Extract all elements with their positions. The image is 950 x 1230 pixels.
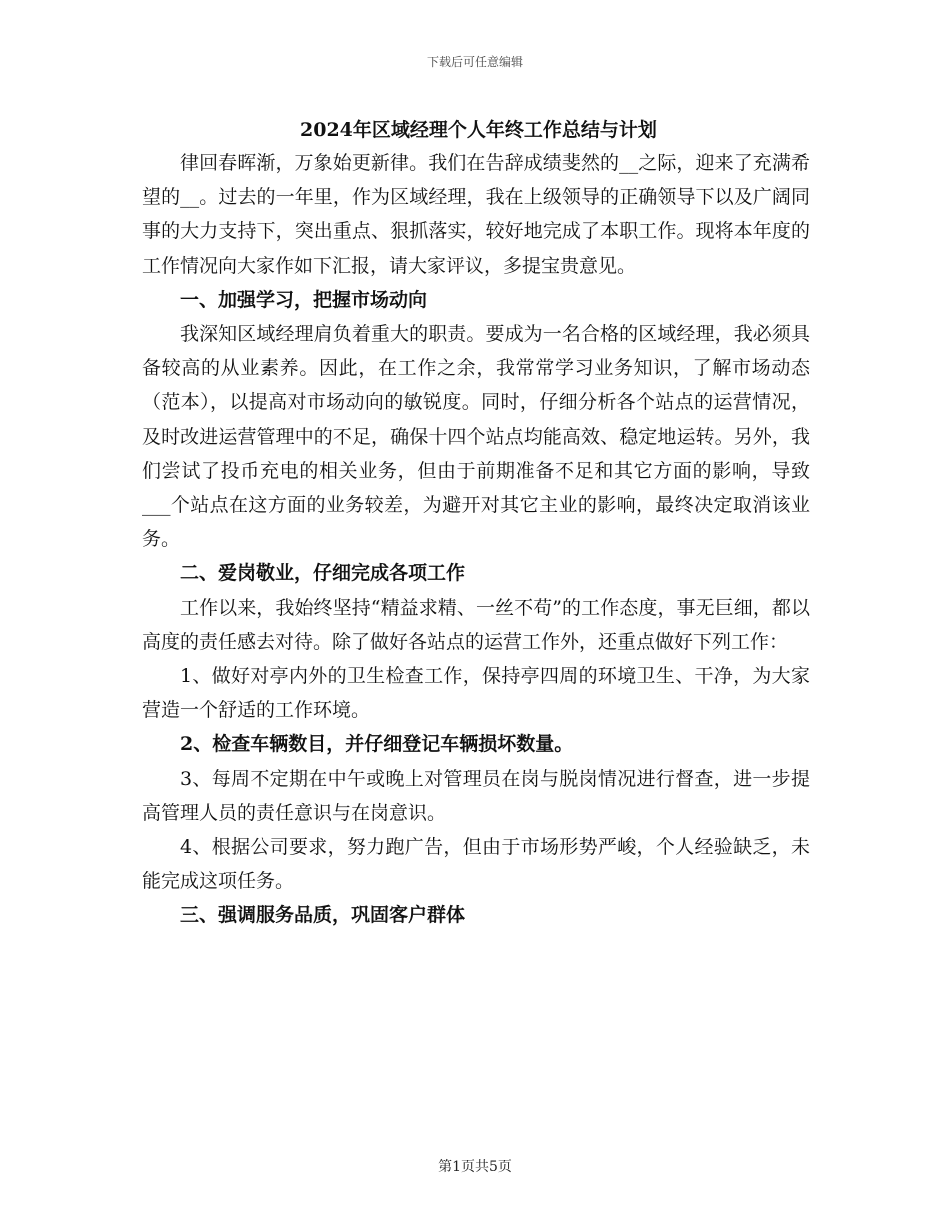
header-note: 下载后可任意编辑 [426, 55, 523, 69]
section-heading-1: 一、加强学习，把握市场动向 [180, 288, 428, 311]
list-item-3: 3、每周不定期在中午或晚上对管理员在岗与脱岗情况进行督查，进一步提高管理人员的责任意识与在岗意识。 [142, 767, 810, 824]
document-body [142, 146, 810, 933]
list-item-1: 1、做好对亭内外的卫生检查工作，保持亭四周的环境卫生、干净，为大家营造一个舒适的工作环境。 [142, 665, 810, 722]
list-item-2: 2、检查车辆数目，并仔细登记车辆损坏数量。 [180, 733, 574, 756]
page-title: 2024年区域经理个人年终工作总结与计划 [300, 119, 657, 141]
section-heading-3: 三、强调服务品质，巩固客户群体 [180, 904, 466, 927]
section-heading-2: 二、爱岗敬业，仔细完成各项工作 [180, 562, 466, 585]
intro-paragraph: 律回春晖渐，万象始更新律。我们在告辞成绩斐然的__之际，迎来了充满希望的__。过去的一年里，作为区域经理，我在上级领导的正确领导下以及广阔同事的大力支持下，突出重点、狠抓落实，较好地完成了本职工作。现将本年度的工作情况向大家作如下汇报，请大家评议，多提宝贵意见。 [142, 152, 810, 277]
list-item-4: 4、根据公司要求，努力跑广告，但由于市场形势严峻，个人经验缺乏，未能完成这项任务。 [142, 836, 810, 893]
page-number: 第1页共5页 [438, 1159, 512, 1175]
section-2-paragraph: 工作以来，我始终坚持“精益求精、一丝不苟”的工作态度，事无巨细，都以高度的责任感去对待。除了做好各站点的运营工作外，还重点做好下列工作： [142, 596, 810, 653]
section-1-paragraph: 我深知区域经理肩负着重大的职责。要成为一名合格的区域经理，我必须具备较高的从业素养。因此，在工作之余，我常常学习业务知识，了解市场动态（范本），以提高对市场动向的敏锐度。同时，仔细分析各个站点的运营情况，及时改进运营管理中的不足，确保十四个站点均能高效、稳定地运转。另外，我们尝试了投币充电的相关业务，但由于前期准备不足和其它方面的影响，导致___个站点在这方面的业务较差，为避开对其它主业的影响，最终决定取消该业务。 [142, 323, 810, 551]
